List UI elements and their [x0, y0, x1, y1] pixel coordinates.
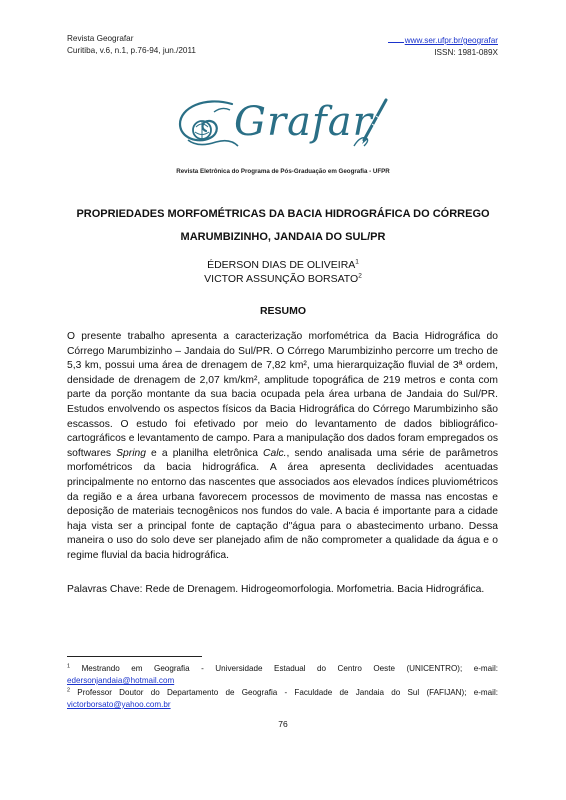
author-2-footnote-mark[interactable]: 2 — [358, 272, 362, 280]
keywords: Palavras Chave: Rede de Drenagem. Hidrogeomorfologia. Morfometria. Bacia Hidrográfica. — [67, 584, 485, 595]
footnotes — [67, 663, 498, 711]
author-1-footnote-mark[interactable]: 1 — [355, 258, 359, 266]
footnote-2-email-link[interactable]: victorborsato@yahoo.com.br — [67, 700, 171, 709]
article-title-line-1: PROPRIEDADES MORFOMÉTRICAS DA BACIA HIDROGRÁFICA DO CÓRREGO — [76, 208, 490, 220]
abstract-text-part-1: O presente trabalho apresenta a caracterização morfométrica da Bacia Hidrográfica do Córrego Marumbizinho – Jandaia do Sul/PR. O Córrego Marumbizinho percorre um trecho de 5,3 km, possui uma área de drenagem de 7,82 km², uma hierarquização fluvial de 3ª ordem, densidade de drenagem de 2,07 km/km², amplitude topográfica de 219 metros e conta com parte da porção montante da sua bacia ocupada pela área urbana de Jandaia do Sul/PR. Estudos envolvendo os aspectos físicos da Bacia Hidrográfica do Córrego Marumbizinho são escassos. O estudo foi efetivado por meio do levantamento de dados bibliográfico-cartográficos e levantamento de campo. Para a manipulação dos dados foram empregados os softwares — [67, 331, 499, 459]
footnote-1 — [67, 663, 498, 687]
url-underline-decoration — [388, 33, 404, 43]
journal-header-left — [67, 33, 196, 57]
footnote-1-text: Mestrando em Geografia - Universidade Estadual do Centro Oeste (UNICENTRO); e-mail: — [70, 664, 498, 673]
abstract-paragraph — [67, 330, 498, 564]
authors-block — [60, 258, 506, 286]
abstract-text-part-2: e a planilha eletrônica — [145, 447, 264, 459]
abstract-software-calc: Calc. — [263, 447, 287, 459]
footnote-2-mark: 2 — [67, 687, 71, 694]
article-title-line-2: MARUMBIZINHO, JANDAIA DO SUL/PR — [180, 231, 386, 243]
abstract-body — [67, 330, 498, 564]
footnote-divider — [67, 656, 202, 657]
page-number: 76 — [278, 719, 288, 729]
abstract-software-spring: Spring — [116, 447, 146, 459]
footnote-2 — [67, 687, 498, 711]
journal-header-right — [388, 33, 498, 59]
journal-name: Revista Geografar — [67, 34, 134, 43]
author-1 — [60, 258, 506, 272]
author-1-name: ÉDERSON DIAS DE OLIVEIRA — [207, 259, 356, 271]
resumo-heading: RESUMO — [259, 305, 307, 317]
article-title — [60, 203, 506, 249]
journal-url-link[interactable]: www.ser.ufpr.br/geografar — [404, 36, 498, 45]
geografar-logo — [174, 94, 394, 154]
journal-citation: Curitiba, v.6, n.1, p.76-94, jun./2011 — [67, 46, 196, 55]
footnote-1-email-link[interactable]: edersonjandaia@hotmail.com — [67, 676, 175, 685]
abstract-text-part-3: , sendo analisada uma série de parâmetros morfométricos da bacia hidrográfica. A área apresenta declividades acentuadas principalmente no entorno das nascentes que associados aos elevados índices pluviométricos da região e a área urbana favorecem processos de movimento de massa nas encostas e deposição de materiais tecnogênicos nos fundos do vale. A bacia é importante para a cidade haja vista ser a principal fonte de captação d"água para o abastecimento urbano. Dessa maneira o uso do solo deve ser planejado afim de não comprometer a qualidade da água e o regime fluvial da bacia hidrográfica. — [67, 447, 498, 561]
footnote-2-text: Professor Doutor do Departamento de Geografia - Faculdade de Jandaia do Sul (FAFIJAN); e-mail: — [70, 688, 498, 697]
journal-issn: ISSN: 1981-089X — [434, 48, 498, 57]
author-2-name: VICTOR ASSUNÇÃO BORSATO — [204, 273, 359, 285]
logo-subtitle: Revista Eletrônica do Programa de Pós-Graduação em Geografia - UFPR — [176, 168, 390, 175]
logo-wordmark: Grafar — [234, 99, 373, 145]
footnote-1-mark: 1 — [67, 663, 71, 670]
author-2 — [60, 272, 506, 286]
